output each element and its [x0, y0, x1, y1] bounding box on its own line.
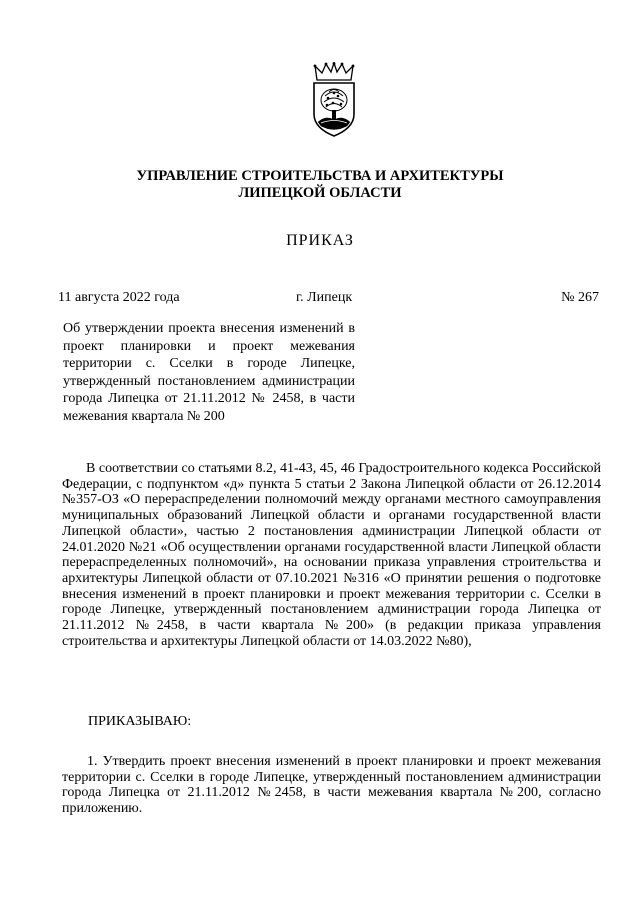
- order-date: 11 августа 2022 года: [58, 290, 180, 305]
- organization-line-2: ЛИПЕЦКОЙ ОБЛАСТИ: [238, 185, 402, 201]
- preamble-paragraph: В соответствии со статьями 8.2, 41-43, 45, 46 Градостроительного кодекса Российской Федерации, с подпунктом «д» пункта 5 статьи 2 Закона Липецкой области от 26.12.2014 №357-ОЗ «О перераспределении полномочий между органами местного самоуправления муниципальных образований Липецкой области и органами государственной власти Липецкой области», частью 2 постановления администрации Липецкой области от 24.01.2020 №21 «Об осуществлении органами государственной власти Липецкой области перераспределенных полномочий», на основании приказа управления строительства и архитектуры Липецкой области от 07.10.2021 №316 «О принятии решения о подготовке внесения изменений в проект планировки и проект межевания территории с. Сселки в городе Липецке, утвержденный постановлением администрации города Липецка от 21.11.2012 №2458, в части квартала №200» (в редакции приказа управления строительства и архитектуры Липецкой области от 14.03.2022 №80),: [62, 461, 601, 649]
- document-type-title: ПРИКАЗ: [286, 232, 354, 249]
- organization-line-1: УПРАВЛЕНИЕ СТРОИТЕЛЬСТВА И АРХИТЕКТУРЫ: [136, 168, 504, 184]
- order-directive-word: ПРИКАЗЫВАЮ:: [88, 714, 192, 729]
- order-city: г. Липецк: [296, 290, 353, 305]
- order-item-1: 1. Утвердить проект внесения изменений в проект планировки и проект межевания территории с. Сселки в городе Липецке, утвержденный постановлением администрации города Липецка от 21.11.2012 №2458, в части межевания квартала №200, согласно приложению.: [62, 754, 601, 817]
- order-subject: Об утверждении проекта внесения изменений в проект планировки и проект межевания территории с. Сселки в городе Липецке, утвержденный постановлением администрации города Липецка от 21.11.2012 № 2458, в части межевания квартала № 200: [63, 321, 355, 424]
- order-number: № 267: [561, 290, 599, 305]
- lipetsk-oblast-coat-of-arms-icon: [301, 62, 367, 138]
- organization-name: [0, 168, 640, 202]
